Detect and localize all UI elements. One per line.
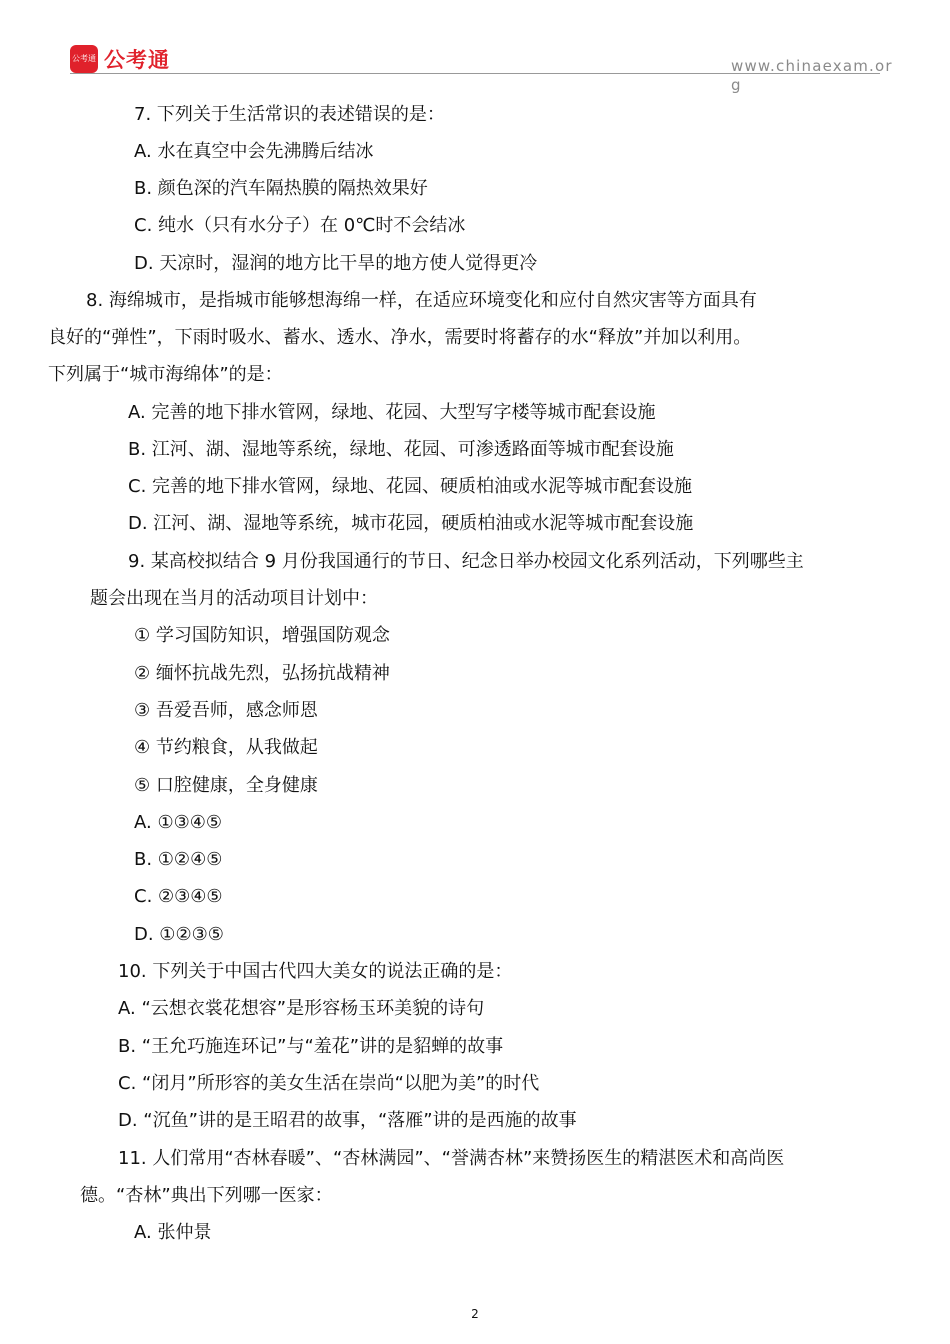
question-9-item-3: ③ 吾爱吾师，感念师恩	[134, 700, 318, 721]
question-8-option-c: C. 完善的地下排水管网，绿地、花园、硬质柏油或水泥等城市配套设施	[128, 476, 693, 497]
question-9-item-2: ② 缅怀抗战先烈，弘扬抗战精神	[134, 663, 390, 684]
question-8-option-b: B. 江河、湖、湿地等系统，绿地、花园、可渗透路面等城市配套设施	[128, 439, 674, 460]
question-7-option-b: B. 颜色深的汽车隔热膜的隔热效果好	[134, 178, 428, 199]
question-10-stem: 10. 下列关于中国古代四大美女的说法正确的是：	[118, 961, 513, 982]
question-9-item-4: ④ 节约粮食，从我做起	[134, 737, 318, 758]
header-logo	[70, 44, 170, 74]
question-11-option-a: A. 张仲景	[134, 1222, 212, 1243]
question-8-stem-line-3: 下列属于“城市海绵体”的是：	[48, 364, 283, 385]
header-url: www.chinaexam.org	[731, 57, 893, 94]
question-9-option-d: D. ①②③⑤	[134, 924, 224, 945]
question-11-stem-line-2: 德。“杏林”典出下列哪一医家：	[80, 1185, 333, 1206]
question-8-stem-line-1: 8. 海绵城市，是指城市能够想海绵一样，在适应环境变化和应付自然灾害等方面具有	[86, 290, 757, 311]
question-9-item-5: ⑤ 口腔健康，全身健康	[134, 775, 318, 796]
question-7-option-c: C. 纯水（只有水分子）在 0℃时不会结冰	[134, 215, 466, 236]
question-7-option-d: D. 天凉时，湿润的地方比干旱的地方使人觉得更冷	[134, 253, 538, 274]
question-10-option-d: D. “沉鱼”讲的是王昭君的故事，“落雁”讲的是西施的故事	[118, 1110, 577, 1131]
question-10-option-c: C. “闭月”所形容的美女生活在崇尚“以肥为美”的时代	[118, 1073, 540, 1094]
question-9-option-a: A. ①③④⑤	[134, 812, 222, 833]
question-8-option-a: A. 完善的地下排水管网，绿地、花园、大型写字楼等城市配套设施	[128, 402, 656, 423]
page-number: 2	[471, 1307, 479, 1321]
question-10-option-b: B. “王允巧施连环记”与“羞花”讲的是貂蝉的故事	[118, 1036, 504, 1057]
question-8-stem-line-2: 良好的“弹性”，下雨时吸水、蓄水、透水、净水，需要时将蓄存的水“释放”并加以利用。	[48, 327, 752, 348]
question-7-option-a: A. 水在真空中会先沸腾后结冰	[134, 141, 374, 162]
logo-text: 公考通	[104, 48, 170, 72]
question-7-stem: 7. 下列关于生活常识的表述错误的是：	[134, 104, 445, 125]
question-8-option-d: D. 江河、湖、湿地等系统，城市花园，硬质柏油或水泥等城市配套设施	[128, 513, 694, 534]
logo-badge-icon: 公考通	[70, 45, 98, 73]
question-11-stem-line-1: 11. 人们常用“杏林春暖”、“杏林满园”、“誉满杏林”来赞扬医生的精湛医术和高尚医	[118, 1148, 785, 1169]
question-9-option-b: B. ①②④⑤	[134, 849, 223, 870]
question-9-stem-line-2: 题会出现在当月的活动项目计划中：	[90, 588, 378, 609]
question-10-option-a: A. “云想衣裳花想容”是形容杨玉环美貌的诗句	[118, 998, 485, 1019]
question-9-stem-line-1: 9. 某高校拟结合 9 月份我国通行的节日、纪念日举办校园文化系列活动，下列哪些主	[128, 551, 804, 572]
question-9-option-c: C. ②③④⑤	[134, 886, 223, 907]
question-9-item-1: ① 学习国防知识，增强国防观念	[134, 625, 390, 646]
